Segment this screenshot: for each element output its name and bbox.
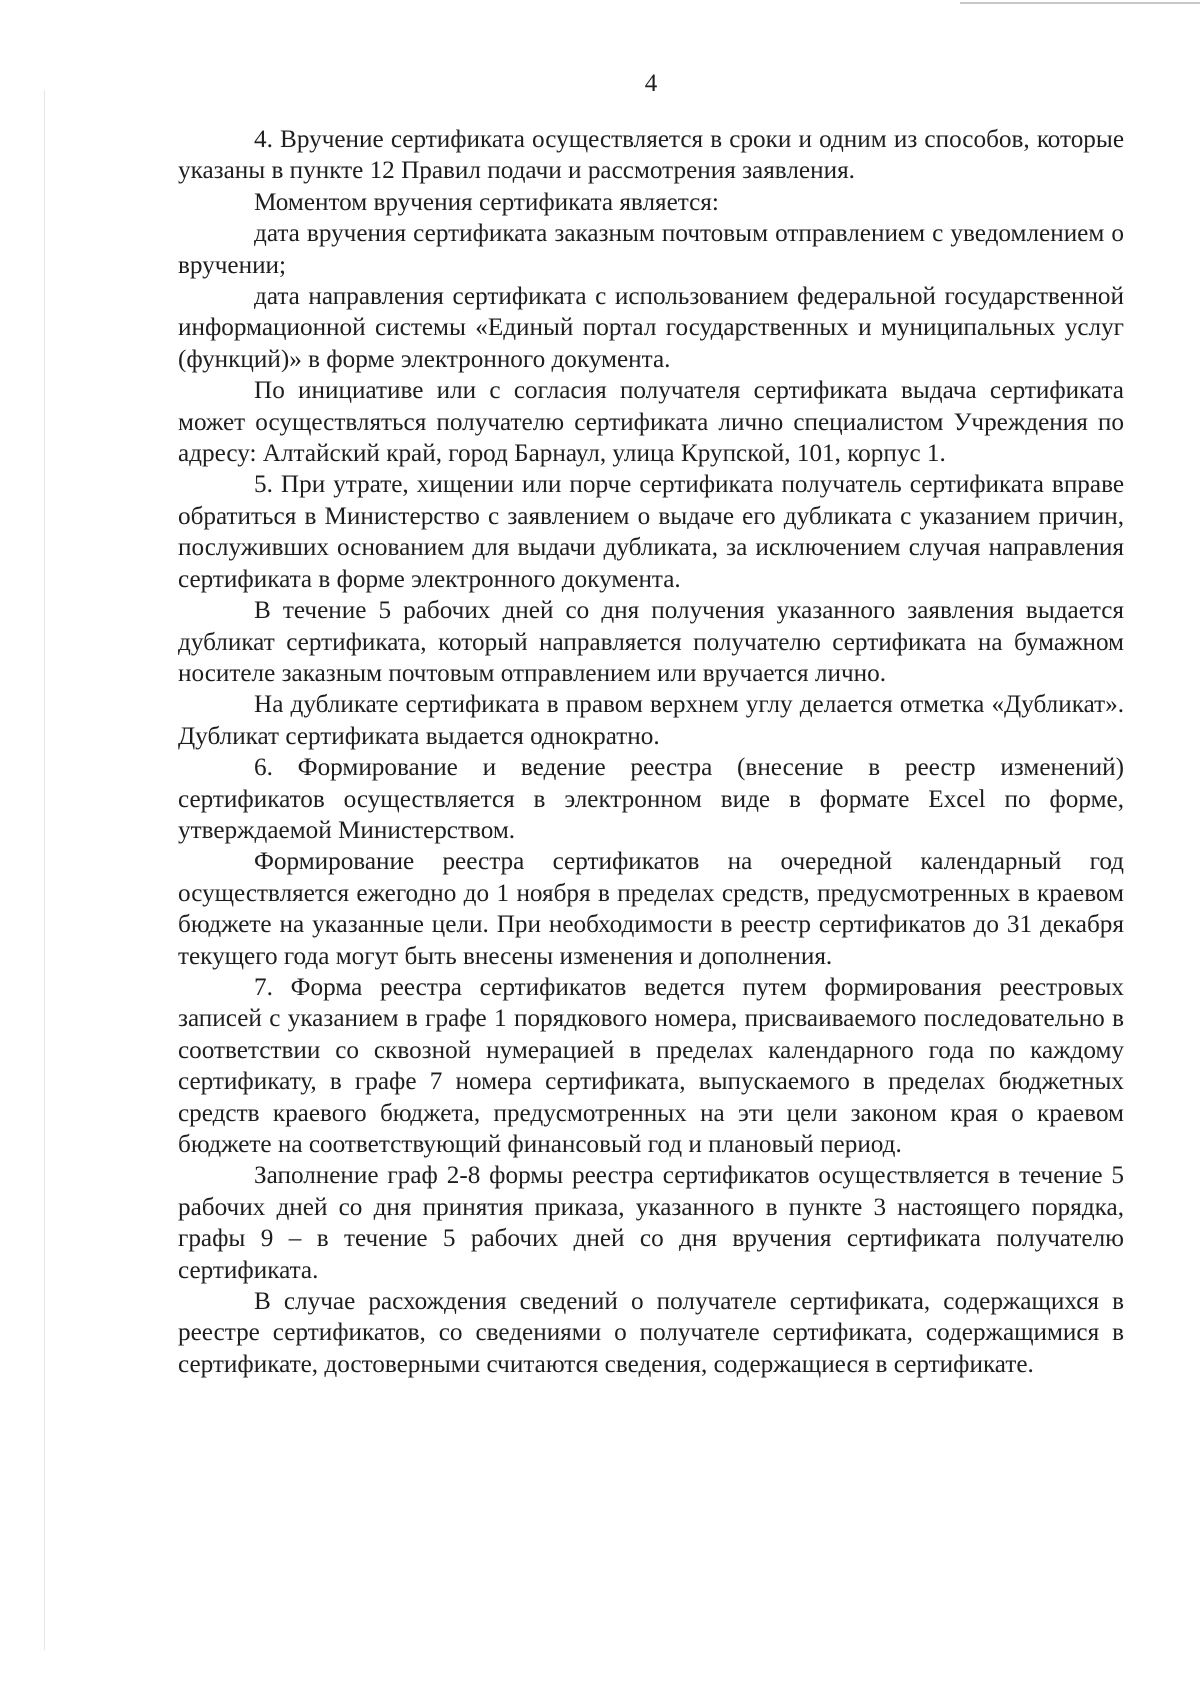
paragraph-delivery-date-portal: дата направления сертификата с использованием федеральной государственной информационной системы «Единый портал государственных и муниципальных услуг (функций)» в форме электронного документа. [178, 283, 1124, 373]
scan-edge-line [960, 2, 1200, 4]
paragraph-duplicate-issue: В течение 5 рабочих дней со дня получения указанного заявления выдается дубликат сертификата, который направляется получателю сертификата на бумажном носителе заказным почтовым отправлением или вручается лично. [178, 597, 1124, 687]
scan-margin-line [44, 90, 45, 1650]
paragraph-5-duplicate: 5. При утрате, хищении или порче сертификата получатель сертификата вправе обратиться в Министерство с заявлением о выдаче его дубликата с указанием причин, послуживших основанием для выдачи дубликата, за исключением случая направления сертификата в форме электронного документа. [178, 471, 1124, 593]
paragraph-discrepancy: В случае расхождения сведений о получателе сертификата, содержащихся в реестре сертификатов, со сведениями о получателе сертификата, содержащимися в сертификате, достоверными считаются сведения, содержащиеся в сертификате. [178, 1288, 1124, 1378]
paragraph-6-registry: 6. Формирование и ведение реестра (внесение в реестр изменений) сертификатов осуществляется в электронном виде в формате Excel по форме, утверждаемой Министерством. [178, 754, 1124, 844]
document-page [178, 62, 1124, 1380]
paragraph-7-registry-form: 7. Форма реестра сертификатов ведется путем формирования реестровых записей с указанием в графе 1 порядкового номера, присваиваемого последовательно в соответствии со сквозной нумерацией в пределах календарного года по каждому сертификату, в графе 7 номера сертификата, выпускаемого в пределах бюджетных средств краевого бюджета, предусмотренных на эти цели законом края о краевом бюджете на соответствующий финансовый год и плановый период. [178, 973, 1124, 1158]
paragraph-delivery-moment: Моментом вручения сертификата является: [254, 188, 719, 216]
paragraph-registry-filling: Заполнение граф 2-8 формы реестра сертификатов осуществляется в течение 5 рабочих дней со дня принятия приказа, указанного в пункте 3 настоящего порядка, графы 9 – в течение 5 рабочих дней со дня вручения сертификата получателю сертификата. [178, 1162, 1124, 1284]
paragraph-registry-formation: Формирование реестра сертификатов на очередной календарный год осуществляется ежегодно до 1 ноября в пределах средств, предусмотренных в краевом бюджете на указанные цели. При необходимости в реестр сертификатов до 31 декабря текущего года могут быть внесены изменения и дополнения. [178, 848, 1124, 970]
paragraph-delivery-date-mail: дата вручения сертификата заказным почтовым отправлением с уведомлением о вручении; [178, 220, 1124, 279]
paragraph-personal-delivery: По инициативе или с согласия получателя сертификата выдача сертификата может осуществляться получателю сертификата лично специалистом Учреждения по адресу: Алтайский край, город Барнаул, улица Крупской, 101, корпус 1. [178, 377, 1124, 468]
paragraph-duplicate-mark: На дубликате сертификата в правом верхнем углу делается отметка «Дубликат». Дубликат сертификата выдается однократно. [178, 691, 1124, 750]
paragraph-4-delivery: 4. Вручение сертификата осуществляется в сроки и одним из способов, которые указаны в пункте 12 Правил подачи и рассмотрения заявления. [178, 126, 1124, 185]
page-number: 4 [644, 70, 658, 97]
